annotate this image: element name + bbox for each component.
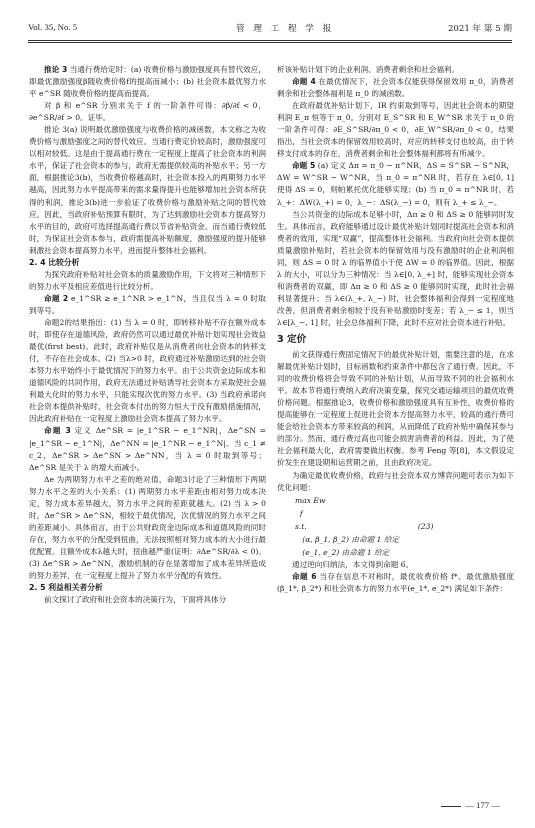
left-column: [29, 64, 266, 606]
proposition-label: 命题 5: [292, 161, 316, 171]
proposition-label: 命题 6: [292, 571, 317, 581]
optimization-equation: [277, 494, 514, 559]
body-paragraph: [29, 425, 266, 473]
section-subheading: 2. 4 比较分析: [29, 257, 80, 267]
proposition-label: 命题 2: [44, 293, 69, 303]
body-paragraph: [29, 293, 266, 317]
paragraph-text: 当通行费给定时：(a) 收费价格与激励强度具有替代效应，即最优激励强度β随收费价格f的提高而减小；(b) 社会资本最优努力水平 e^SR 随收费价格的提高而提高。: [29, 65, 266, 99]
body-paragraph: [29, 124, 266, 257]
body-paragraph: [29, 100, 266, 124]
paragraph-text: 为确定最优收费价格，政府与社会资本双方博弈问题可表示为如下优化问题：: [277, 470, 514, 492]
equation-line: s.t. (23): [295, 521, 434, 531]
equation-line: max Ew: [295, 495, 326, 505]
body-paragraph: [277, 160, 514, 208]
body-paragraph: [277, 64, 514, 76]
volume-label: Vol. 35, No. 5: [28, 22, 78, 32]
body-paragraph: [277, 470, 514, 494]
body-paragraph: [29, 269, 266, 293]
year-issue-label: 2021 年 第 5 期: [447, 24, 512, 34]
body-paragraph: [29, 594, 266, 606]
section-heading: 3 定价: [277, 334, 307, 346]
page-number: — 177 —: [465, 800, 501, 810]
proposition-label: 推论 3: [44, 65, 68, 74]
journal-title: 管 理 工 程 学 报: [236, 24, 335, 34]
body-paragraph: [277, 76, 514, 100]
paragraph-text: 在政府最优补贴计划下，IR 约束取到等号，因此社会资本的期望利润 E_π 恒等于 π_0。分别对 E_S^SR 和 E_W^SR 求关于 π_0 的一阶条件可得：∂E_S^SR/∂π_0 < 0，∂E_W^SR/∂π_0 < 0。结果指出，当社会资本的保留效用较高时，对应的转移支付也较高，由于转移支付成本的存在，消费者剩余和社会整体福利都将有所减少。: [277, 101, 514, 159]
paragraph-text: 为探究政府补贴对社会资本的质量激励作用，下文将对三种情形下的努力水平及相应差值进行比较分析。: [29, 269, 266, 291]
header-rule-bottom: [28, 42, 512, 43]
paragraph-text: 前文探讨了政府和社会资本的决策行为，下面将具体分: [44, 595, 227, 605]
paragraph-text: 析该补贴计划下的企业利润、消费者剩余和社会福利。: [277, 65, 460, 74]
paragraph-text: 通过逆向归纳法，本文得到命题 6。: [292, 559, 414, 569]
body-paragraph: [277, 559, 514, 571]
right-column: [277, 64, 514, 595]
body-paragraph: [277, 209, 514, 329]
body-paragraph: [29, 64, 266, 100]
running-header: [28, 22, 512, 36]
body-paragraph: [29, 317, 266, 425]
header-rule-top: [28, 40, 512, 41]
paragraph-text: (a) 定义 Δπ = π_0 − π^NR，ΔS = S^SR − S^NR，ΔW = W^SR − W^NR，当 π_0 = π^NR 时，若存在 λ∈[0, 1] 使得 ΔS = 0，则帕累托优化能够实现；(b) 当 π_0 = π^NR 时，若 λ_+：ΔW(λ_+) = 0，λ_−：ΔS(λ_−) = 0，则有 λ_+ ≤ λ_−。: [277, 161, 514, 207]
equation-line: f: [295, 508, 303, 518]
paragraph-text: 推论 3(a) 说明最优激励强度与收费价格的减函数，本文称之为收费价格与激励强度之间的替代效应。当通行费定价较高时，激励强度可以相对较低。这是由于提高通行费在一定程度上提高了社会资本的利润水平，保证了社会资本的参与，政府无需提供较高的补贴水平；另一方面，根据推论3(b)，当收费价格越高时，社会资本投入的两期努力水平越高，因此努力水平提高带来的需求量得提升也能够增加社会资本所获得的利润，推论3(b)进一步验证了收费价格与激励补贴之间的替代效应。因此，当政府补贴预算有限时，为了达到激励社会资本方提高努力水平的目的，政府可选择提高通行费以节省补贴资金。而当通行费较低时，为保证社会资本参与，政府需提高补贴额度，激励强度的提升能够刺激社会资本提高努力水平，进而提升整体社会福利。: [29, 125, 266, 255]
body-paragraph: [277, 571, 514, 595]
paragraph-text: 命题2的结果指出：(1) 当 λ = 0 时，即转移补贴不存在额外成本时，即使存在道德风险，政府仍然可以通过最优补贴计划实现社会效益最优(first best)。此时，政府补贴仅是从消费者向社会资本的转移支付，不存在社会成本。(2) 当λ>0 时，政府通过补贴激励达到的社会资本努力水平始终小于最优情况下的努力水平。由于公共资金边际成本和道德风险的共同作用，政府无法通过补贴诱导社会资本方采取使社会福利最大化时的努力水平，只能实现次优的努力水平。(3) 当政府承诺向社会资本提供补贴时，社会资本付出的努力恒大于没有激励措施情况，因此政府补贴在一定程度上激励社会资本提高了努力水平。: [29, 318, 266, 424]
paragraph-text: 当公共资金的边际成本足够小时，Δπ ≥ 0 和 ΔS ≥ 0 能够同时发生。具体而言，政府能够通过设计最优补贴计划同时提高社会资本和消费者的效用，实现“双赢”，提高整体社会福利。当政府向社会资本提供质量激励补贴时，若社会资本的保留效用与没有激励时的企业利润相同，则 ΔS = 0 时 λ 的临界值小于使 ΔW = 0 的临界值。因此，根据 λ 的大小，可以分为三种情况：当 λ∈[0, λ_+] 时，能够实现社会资本和消费者的双赢，即 Δπ ≥ 0 和 ΔS ≥ 0 能够同时实现，此时社会福利显著提升；当 λ∈(λ_+, λ_−) 时，社会整体福利会得到一定程度地改善，但消费者剩余相较于没有补贴激励时变差；若 λ_− ≤ 1，则当 λ∈[λ_−, 1] 时，社会总体福利下降，此时不应对社会资本进行补贴。: [277, 209, 514, 327]
paragraph-text: 当存在信息不对称时，最优收费价格 f*、最优激励强度(β_1*, β_2*) 和社会资本方的努力水平(e_1*, e_2*) 满足如下条件：: [277, 571, 514, 593]
paragraph-text: Δe 为两期努力水平之差的绝对值，命题3讨论了三种情形下两期努力水平之差的大小关系：(1) 两期努力水平差距由相对努力成本决定，努力成本差异越大，努力水平之间的差距就越大。(2) 当 λ > 0 时，Δe^SR > Δe^SN，相较于最优情况，次优情况的努力水平之间的差距减小。具体而言，由于公共财政资金边际成本和道德风险的同时存在，努力水平的分配受到扭曲，无法按照相对努力成本的大小进行最优配置。且额外成本λ越大时，扭曲越严重(证明：∂Δe^SR/∂λ < 0)。(3) Δe^SR > Δe^NN，激励机制的存在显著增加了成本差异所造成的努力差异，在一定程度上提升了努力水平分配的有效性。: [29, 474, 266, 581]
proposition-label: 命题 3: [44, 426, 71, 436]
equation-line: (α, β_1, β_2) 由命题 1 给定: [295, 534, 400, 544]
section-subheading: 2. 5 利益相关者分析: [29, 583, 103, 593]
paragraph-text: e_1^SR ≥ e_1^NR > e_1^N，当且仅当 λ = 0 时取到等号。: [29, 293, 266, 315]
paragraph-text: 前文获得通行费固定情况下的最优补贴计划，需要注意的是，在求解最优补贴计划时，目标函数和约束条件中都包含了通行费。因此，不同的收费价格将会导致不同的补贴计划，从而导致不同的社会福利水平。故本节将通行费纳入政府决策变量，探究交通运输项目的最优收费价格问题。根据推论3，收费价格和激励强度具有互补性，收费价格的提高能够在一定程度上促进社会资本方提高努力水平，较高的通行费可能会给社会资本方带来较高的利润，从而降低了政府补贴中确保其参与的部分。然而，通行费过高也可能会损害消费者的利益。因此，为了使社会福利最大化，政府需要做出权衡。参考 Feng 等[8]，本文假设定价发生在建设期和运营期之前，且由政府决定。: [277, 350, 514, 468]
body-paragraph: [29, 474, 266, 582]
proposition-label: 命题 4: [292, 77, 316, 87]
equation-line: (e_1, e_2) 由命题 1 给定: [295, 547, 390, 557]
paragraph-text: 对 β 和 e^SR 分别求关于 f 的一阶条件可得：∂β/∂f < 0，∂e^SR/∂f > 0。证毕。: [29, 101, 266, 123]
page-number-dash: [441, 806, 461, 807]
body-paragraph: [277, 349, 514, 469]
paragraph-text: 定义 Δe^SR = |e_1^SR − e_1^NR|，Δe^SN = |e_1^SR − e_1^N|，Δe^NN = |e_1^NR − e_1^N|。当 c_1 ≠ c_2，Δe^SR > Δe^SN > Δe^NN，当 λ = 0 时取到等号；Δe^SR 是关于 λ 的增大而减小。: [29, 426, 266, 472]
paragraph-text: 在最优情况下，社会资本仅能获得保留效用 π_0，消费者剩余和社会整体福利是 π_0 的减函数。: [277, 77, 514, 99]
body-paragraph: [277, 100, 514, 160]
